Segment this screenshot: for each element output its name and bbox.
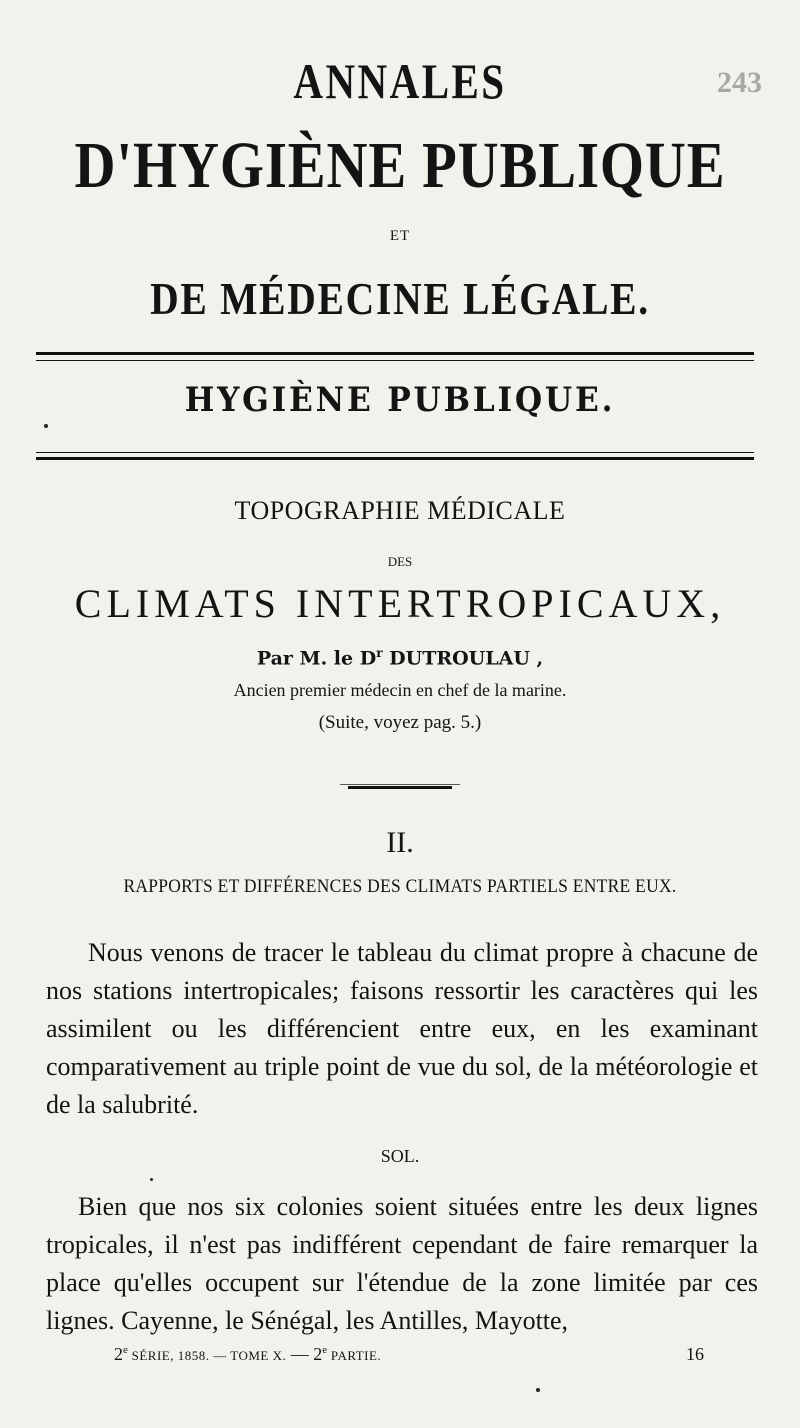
section-heading: HYGIÈNE PUBLIQUE. [184, 380, 616, 420]
ink-speck [150, 1178, 153, 1181]
footer-serie-number: 2 [114, 1344, 123, 1364]
ornament-thick-line [348, 786, 452, 789]
ink-speck [44, 424, 48, 428]
journal-title-medecine: DE MÉDECINE LÉGALE. [150, 273, 650, 324]
footer-sheet-number: 16 [686, 1344, 704, 1364]
show-through-page-number: 243 [717, 66, 762, 99]
paragraph-1 [46, 934, 758, 1124]
journal-title-hygiene: D'HYGIÈNE PUBLIQUE [74, 129, 726, 202]
ornamental-rule [340, 784, 460, 790]
footer-partie-number: — 2 [286, 1344, 323, 1364]
author-byline [0, 646, 800, 669]
article-title-line1: TOPOGRAPHIE MÉDICALE [234, 496, 566, 525]
article-title-line2: CLIMATS INTERTROPICAUX, [74, 581, 726, 626]
footer-partie: PARTIE. [327, 1348, 382, 1363]
footer-tome: TOME X. [230, 1348, 287, 1363]
page-footer [114, 1344, 704, 1365]
paragraph-2-text: Bien que nos six colonies soient situées entre les deux lignes tropicales, il n'est pas indifférent cependant de faire remarquer la place qu'elles occupent sur l'étendue de la zone limitée par ces lignes. Cayenne, le Sénégal, les Antilles, Mayotte, [46, 1192, 758, 1335]
continuation-note: (Suite, voyez pag. 5.) [318, 712, 482, 733]
author-suffix: , [529, 647, 544, 670]
chapter-title: RAPPORTS ET DIFFÉRENCES DES CLIMATS PARTIELS ENTRE EUX. [123, 876, 677, 897]
footer-serie-sup: e [123, 1344, 128, 1356]
footer-serie [114, 1344, 381, 1365]
ink-speck [536, 1388, 540, 1392]
chapter-number: II. [386, 826, 414, 859]
author-title: Ancien premier médecin en chef de la marine. [233, 680, 567, 700]
journal-title-et: ET [389, 228, 411, 244]
footer-serie-label: SÉRIE, 1858. — [127, 1348, 231, 1363]
paragraph-1-text: Nous venons de tracer le tableau du climat propre à chacune de nos stations intertropicales; faisons ressortir les caractères qui les assimilent ou les différencient entre eux, en les examinant comparativement au triple point de vue du sol, de la météorologie et de la salubrité. [46, 938, 758, 1119]
paragraph-2 [46, 1188, 758, 1340]
journal-title-annales: ANNALES [293, 53, 507, 109]
double-rule-top-thin [36, 360, 754, 361]
author-prefix-sup: r [376, 646, 383, 660]
double-rule-bottom-thin [36, 452, 754, 453]
footer-partie-sup: e [322, 1344, 328, 1356]
double-rule-bottom-thick [36, 457, 754, 460]
double-rule-top-thick [36, 352, 754, 355]
author-name: DUTROULAU [382, 647, 530, 670]
ornament-thin-line [340, 784, 460, 785]
author-prefix: Par M. le D [256, 647, 377, 670]
article-title-des: DES [387, 554, 413, 569]
subheading-sol: SOL. [380, 1146, 420, 1166]
